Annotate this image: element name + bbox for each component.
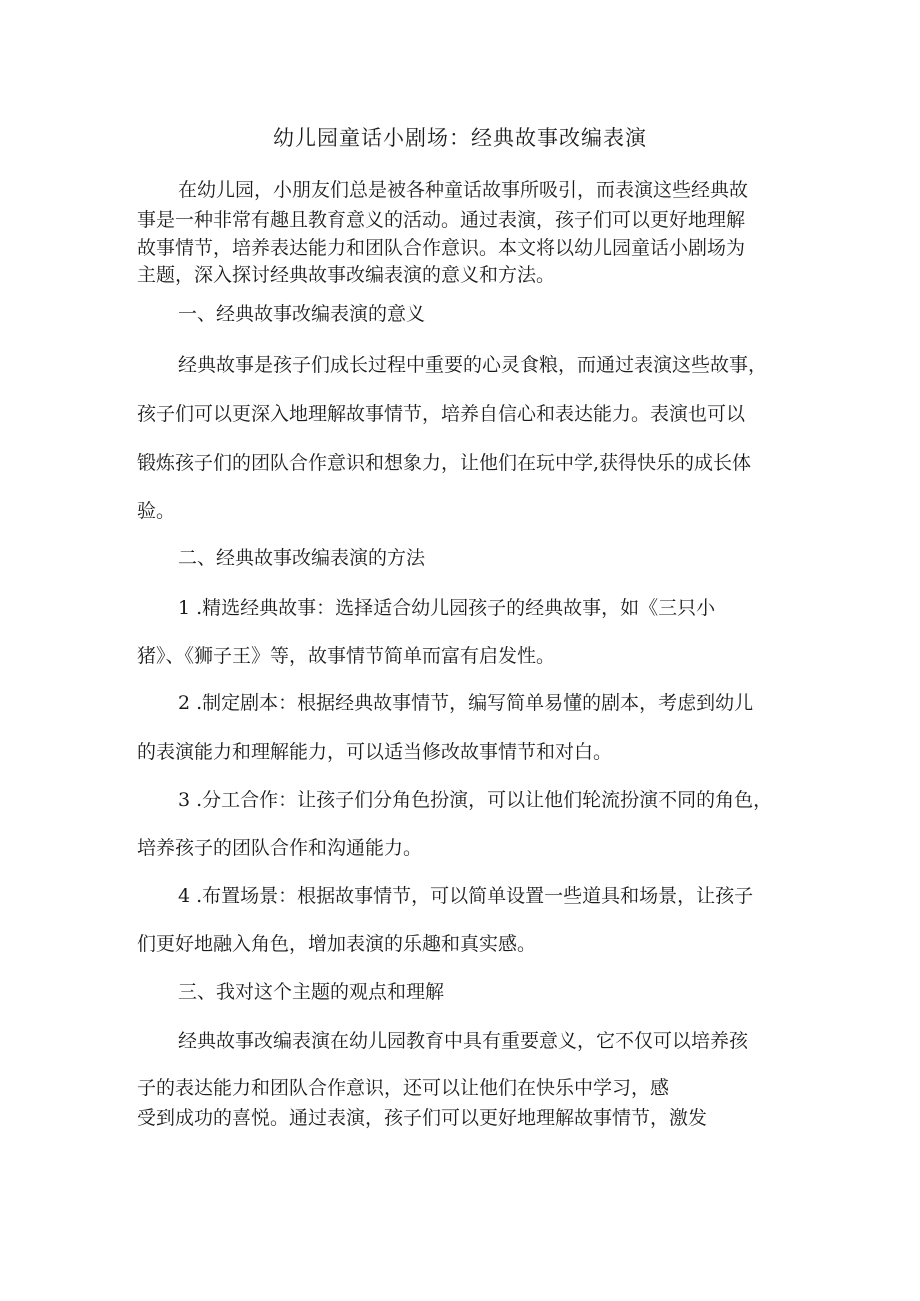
intro-line-3: 故事情节，培养表达能力和团队合作意识。本文将以幼儿园童话小剧场为 <box>137 237 746 259</box>
method-item-3-line-1: 3 .分工合作：让孩子们分角色扮演，可以让他们轮流扮演不同的角色， <box>178 789 773 811</box>
section1-heading: 一、经典故事改编表演的意义 <box>178 303 426 325</box>
section3-line-1: 经典故事改编表演在幼儿园教育中具有重要意义，它不仅可以培养孩 <box>178 1030 749 1052</box>
section1-line-2: 孩子们可以更深入地理解故事情节，培养自信心和表达能力。表演也可以 <box>137 403 746 425</box>
intro-line-1: 在幼儿园，小朋友们总是被各种童话故事所吸引，而表演这些经典故 <box>178 179 749 201</box>
section3-line-3: 受到成功的喜悦。通过表演，孩子们可以更好地理解故事情节，激发 <box>137 1107 708 1129</box>
method-item-4-line-2: 们更好地融入角色，增加表演的乐趣和真实感。 <box>137 933 537 955</box>
intro-line-4: 主题，深入探讨经典故事改编表演的意义和方法。 <box>137 264 556 286</box>
document-title: 幼儿园童话小剧场：经典故事改编表演 <box>273 126 647 150</box>
method-item-4-line-1: 4 .布置场景：根据故事情节，可以简单设置一些道具和场景，让孩子 <box>178 885 754 907</box>
method-item-1-line-2: 猪》、《狮子王》等，故事情节简单而富有启发性。 <box>137 645 556 667</box>
section1-line-3: 锻炼孩子们的团队合作意识和想象力，让他们在玩中学,获得快乐的成长体 <box>137 452 752 474</box>
section1-line-4: 验。 <box>137 500 176 522</box>
section3-heading: 三、我对这个主题的观点和理解 <box>178 981 445 1003</box>
method-item-2-line-1: 2 .制定剧本：根据经典故事情节，编写简单易懂的剧本，考虑到幼儿 <box>178 692 754 714</box>
method-item-2-line-2: 的表演能力和理解能力，可以适当修改故事情节和对白。 <box>137 741 613 763</box>
section2-heading: 二、经典故事改编表演的方法 <box>178 547 426 569</box>
section1-line-1: 经典故事是孩子们成长过程中重要的心灵食粮，而通过表演这些故事， <box>178 354 768 376</box>
section3-line-2: 子的表达能力和团队合作意识，还可以让他们在快乐中学习，感 <box>137 1077 670 1099</box>
intro-line-2: 事是一种非常有趣且教育意义的活动。通过表演，孩子们可以更好地理解 <box>137 209 746 231</box>
method-item-1-line-1: 1 .精选经典故事：选择适合幼儿园孩子的经典故事，如《三只小 <box>178 597 716 619</box>
method-item-3-line-2: 培养孩子的团队合作和沟通能力。 <box>137 837 423 859</box>
